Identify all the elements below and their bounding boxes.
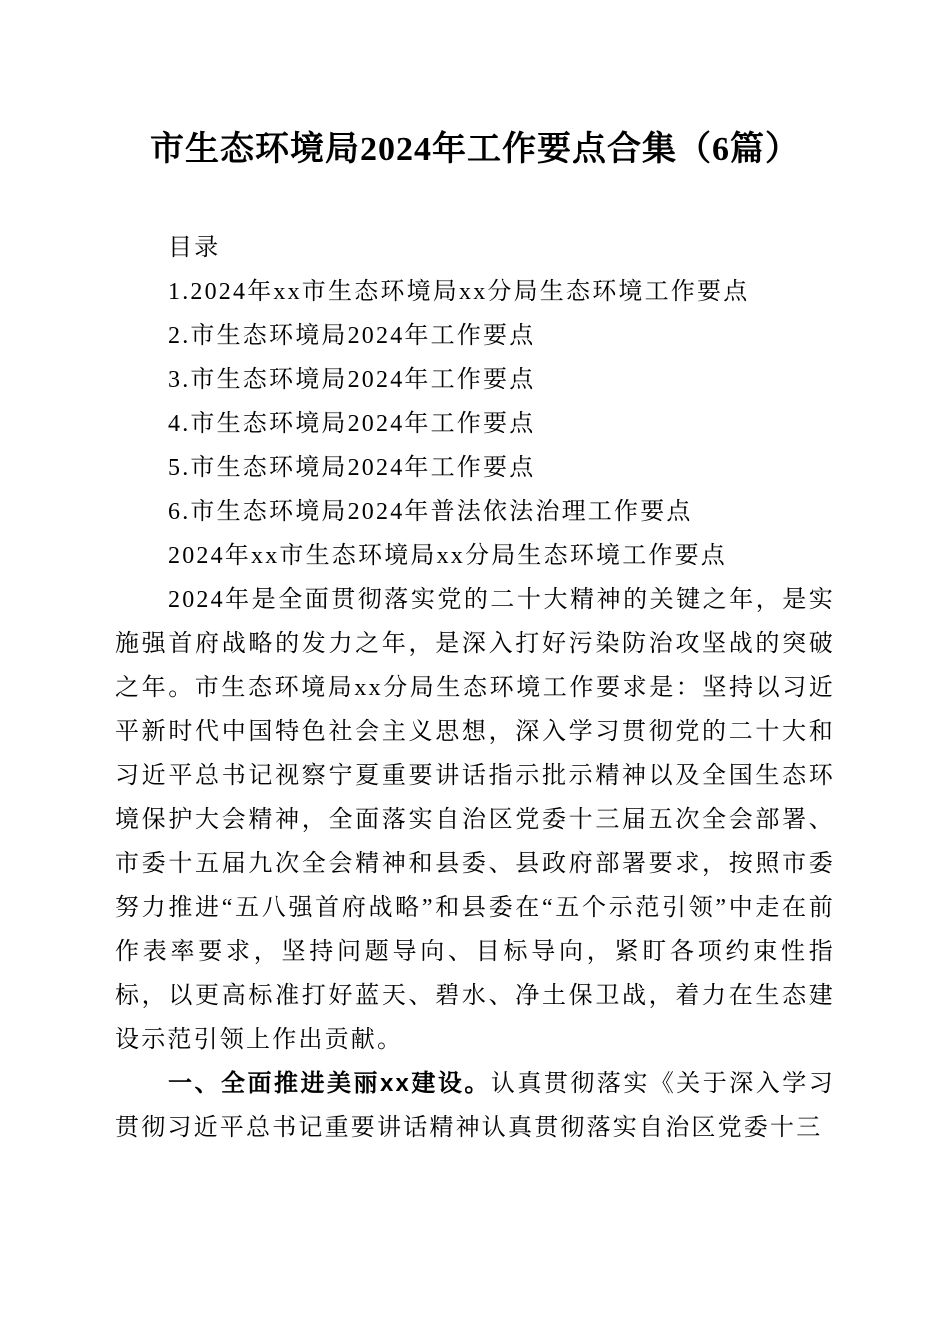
body-paragraph-2 (115, 1062, 835, 1150)
toc-item-1: 1.2024年xx市生态环境局xx分局生态环境工作要点 (168, 279, 750, 305)
toc-item-4: 4.市生态环境局2024年工作要点 (168, 411, 536, 437)
section-title: 2024年xx市生态环境局xx分局生态环境工作要点 (168, 543, 727, 569)
toc-item-3: 3.市生态环境局2024年工作要点 (168, 367, 536, 393)
document-title: 市生态环境局2024年工作要点合集（6篇） (150, 131, 800, 168)
toc-item-2: 2.市生态环境局2024年工作要点 (168, 323, 536, 349)
toc-label: 目录 (168, 235, 221, 261)
paragraph-2-lead: 一、全面推进美丽xx建设。 (168, 1070, 491, 1097)
toc-item-5: 5.市生态环境局2024年工作要点 (168, 455, 536, 481)
toc-item-6: 6.市生态环境局2024年普法依法治理工作要点 (168, 499, 693, 525)
document-body (115, 226, 835, 1150)
paragraph-2-text: 认真贯彻落实《关于深入学习贯彻习近平总书记重要讲话精神认真贯彻落实自治区党委十三 (115, 1071, 835, 1141)
body-paragraph-1: 2024年是全面贯彻落实党的二十大精神的关键之年，是实施强首府战略的发力之年，是深入打好污染防治攻坚战的突破之年。市生态环境局xx分局生态环境工作要求是：坚持以习近平新时代中国特色社会主义思想，深入学习贯彻党的二十大和习近平总书记视察宁夏重要讲话指示批示精神以及全国生态环境保护大会精神，全面落实自治区党委十三届五次全会部署、市委十五届九次全会精神和县委、县政府部署要求，按照市委努力推进“五八强首府战略”和县委在“五个示范引领”中走在前作表率要求，坚持问题导向、目标导向，紧盯各项约束性指标，以更高标准打好蓝天、碧水、净土保卫战，着力在生态建设示范引领上作出贡献。 (115, 587, 835, 1053)
